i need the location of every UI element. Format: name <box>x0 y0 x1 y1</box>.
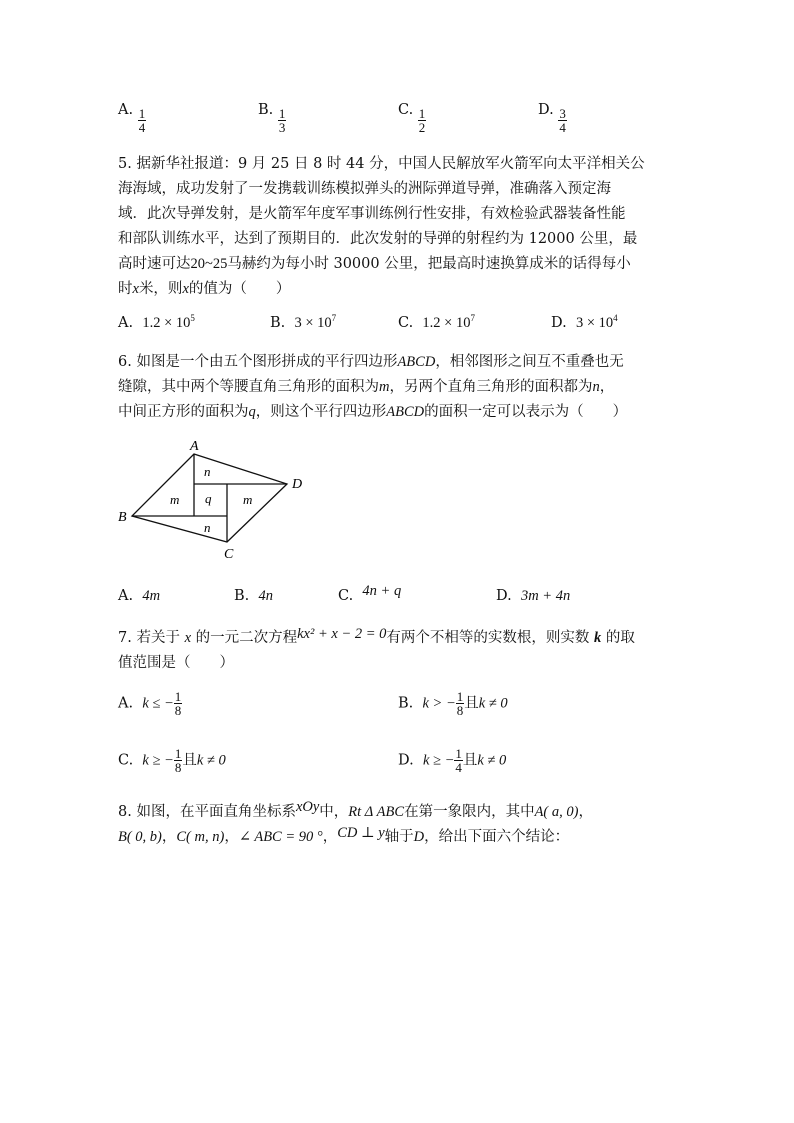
region-label-n-bottom: n <box>204 520 211 535</box>
q6-option-d: D. 3m + 4n <box>496 588 571 604</box>
region-label-q: q <box>205 491 212 506</box>
q4-option-a: A. $\frac{1}{4}$ <box>118 102 146 135</box>
q4-option-c: C. $\frac{1}{2}$ <box>398 102 426 135</box>
fraction: $\frac{1}{8}$ <box>174 689 182 718</box>
q5-line: 域．此次导弹发射，是火箭军年度军事训练例行性安排，有效检验武器装备性能 <box>118 206 626 222</box>
q7-line: 7. 若关于 x 的一元二次方程kx² + x − 2 = 0有两个不相等的实数根，则实数 k 的取 <box>118 626 635 646</box>
q8-line: 8. 如图，在平面直角坐标系xOy中，Rt Δ ABC在第一象限内，其中A( a, 0)， <box>118 799 593 820</box>
fraction: $\frac{3}{4}$ <box>559 106 566 135</box>
q6-option-c: C. 4n + q <box>338 583 402 604</box>
region-label-m-left: m <box>170 492 180 507</box>
q5-stem <box>118 152 678 302</box>
fraction: $\frac{1}{3}$ <box>278 106 286 135</box>
q5-line: 高时速可达20~25马赫约为每小时 30000 公里，把最高时速换算成米的话得每小 <box>118 256 631 272</box>
q5-line: 海海域，成功发射了一发携载训练模拟弹头的洲际弹道导弹，准确落入预定海 <box>118 181 611 197</box>
q5-line: 5. 据新华社报道：9 月 25 日 8 时 44 分，中国人民解放军火箭军向太平洋相关公 <box>118 156 645 172</box>
vertex-label-d: D <box>292 477 303 492</box>
q5-line: 和部队训练水平，达到了预期目的．此次发射的导弹的射程约为 12000 公里，最 <box>118 231 638 247</box>
q4-option-d: D. $\frac{3}{4}$ <box>538 102 566 135</box>
q5-option-c: C. $1.2 \times 10^7$ <box>398 313 475 331</box>
q7-option-b: B. k > − $\frac{1}{8}$ 且k ≠ 0 <box>398 689 508 718</box>
region-label-m-right: m <box>243 492 253 507</box>
fraction: $\frac{1}{4}$ <box>138 106 146 135</box>
q6-stem <box>118 350 678 425</box>
fraction: $\frac{1}{4}$ <box>455 746 462 775</box>
q6-option-b: B. 4n <box>234 588 273 604</box>
q7-option-c: C. k ≥ − $\frac{1}{8}$ 且k ≠ 0 <box>118 746 226 775</box>
q4-option-b: B. $\frac{1}{3}$ <box>258 102 286 135</box>
fraction: $\frac{1}{2}$ <box>418 106 426 135</box>
q7-line: 值范围是（ ） <box>118 655 234 671</box>
fraction: $\frac{1}{8}$ <box>174 746 182 775</box>
parallelogram-figure <box>112 438 312 564</box>
q5-option-a: A. $1.2 \times 10^5$ <box>118 313 195 331</box>
q7-stem <box>118 626 678 676</box>
fraction: $\frac{1}{8}$ <box>456 689 464 718</box>
q6-line: 6. 如图是一个由五个图形拼成的平行四边形ABCD，相邻图形之间互不重叠也无 <box>118 354 624 370</box>
q6-line: 中间正方形的面积为q，则这个平行四边形ABCD的面积一定可以表示为（ ） <box>118 404 628 420</box>
q6-option-a: A. 4m <box>118 588 161 604</box>
vertex-label-b: B <box>118 510 127 525</box>
region-label-n-top: n <box>204 464 211 479</box>
q5-option-d: D. $3 \times 10^4$ <box>551 313 618 331</box>
q8-line: B( 0, b)，C( m, n)，∠ ABC = 90 °，CD ⊥ y轴于D，给出下面六个结论： <box>118 825 570 845</box>
q7-option-d: D. k ≥ − $\frac{1}{4}$ 且k ≠ 0 <box>398 746 507 775</box>
q7-option-a: A. k ≤ − $\frac{1}{8}$ <box>118 689 182 718</box>
vertex-label-a: A <box>190 439 199 454</box>
q5-option-b: B. $3 \times 10^7$ <box>270 313 337 331</box>
vertex-label-c: C <box>224 547 234 562</box>
q6-line: 缝隙，其中两个等腰直角三角形的面积为m，另两个直角三角形的面积都为n， <box>118 379 615 395</box>
q5-line: 时x米，则x的值为（ ） <box>118 281 291 297</box>
q8-stem <box>118 800 678 850</box>
